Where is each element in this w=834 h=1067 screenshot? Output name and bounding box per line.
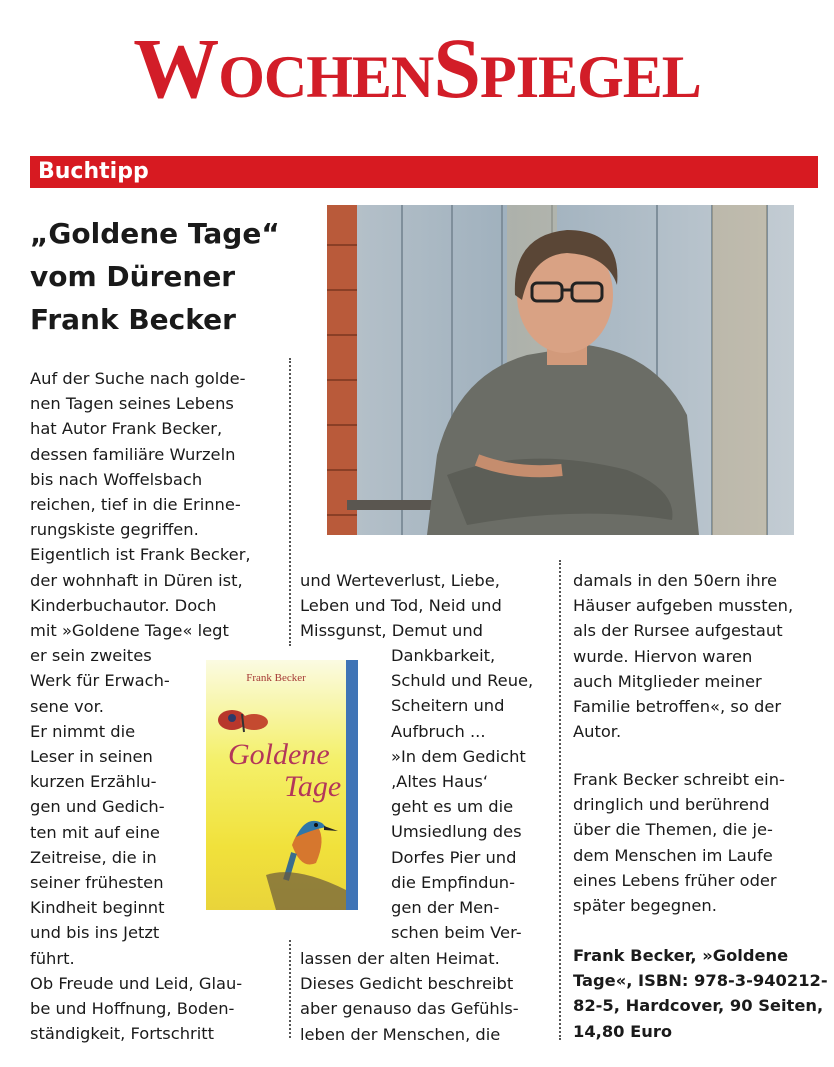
book-cover-title-line2: Tage <box>284 770 342 803</box>
article-headline: „Goldene Tage“ vom Dürener Frank Becker <box>30 217 280 336</box>
book-cover-title-line1: Goldene <box>228 738 330 771</box>
article-column-1: Auf der Suche nach golde- nen Tagen seines Lebens hat Autor Frank Becker, dessen familiäre Wurzeln bis nach Woffelsbach reichen, tief in die Erinne- rungskiste gegriffen. Eigentlich ist Frank Becker, der wohnhaft in Düren ist, Kinderbuchautor. Doch mit »Goldene Tage« legt er sein zweites Werk für Erwach- sene vor. Er nimmt die Leser in seinen kurzen Erzählu- gen und Gedich- ten mit auf eine Zeitreise, die in seiner frühesten Kindheit beginnt und bis ins Jetzt führt. Ob Freude und Leid, Glau- be und Hoffnung, Boden- ständigkeit, Fortschritt <box>30 369 251 1044</box>
author-photo <box>327 205 794 535</box>
article-column-2-top: und Werteverlust, Liebe, Leben und Tod, Neid und Missgunst, Demut und <box>300 571 502 641</box>
column-divider-1 <box>289 358 291 646</box>
article-column-3-b: Frank Becker schreibt ein- dringlich und berührend über die Themen, die je- dem Menschen im Laufe eines Lebens früher oder später begegnen. <box>573 770 785 916</box>
book-cover <box>206 660 358 910</box>
author-photo-illustration <box>327 205 794 535</box>
section-label: Buchtipp <box>38 159 149 184</box>
book-cover-spine-stripe <box>346 660 358 910</box>
column-divider-2 <box>559 560 561 1040</box>
book-cover-author: Frank Becker <box>246 672 306 684</box>
column-divider-1-bottom <box>289 940 291 1038</box>
article-column-2-bottom: lassen der alten Heimat. Dieses Gedicht beschreibt aber genauso das Gefühls- leben der Menschen, die <box>300 949 519 1044</box>
article-column-2-wrap: Dankbarkeit, Schuld und Reue, Scheitern und Aufbruch ... »In dem Gedicht ‚Altes Haus‘ geht es um die Umsiedlung des Dorfes Pier und die Empfindun- gen der Men- schen beim Ver- <box>391 646 534 943</box>
section-banner <box>30 156 818 188</box>
masthead-logo: WochenSpiegel <box>133 20 701 116</box>
book-info: Frank Becker, »Goldene Tage«, ISBN: 978-3-940212- 82-5, Hardcover, 90 Seiten, 14,80 Euro <box>573 946 828 1041</box>
article-column-3-a: damals in den 50ern ihre Häuser aufgeben mussten, als der Rursee aufgestaut wurde. Hiervon waren auch Mitglieder meiner Familie betroffen«, so der Autor. <box>573 571 794 742</box>
